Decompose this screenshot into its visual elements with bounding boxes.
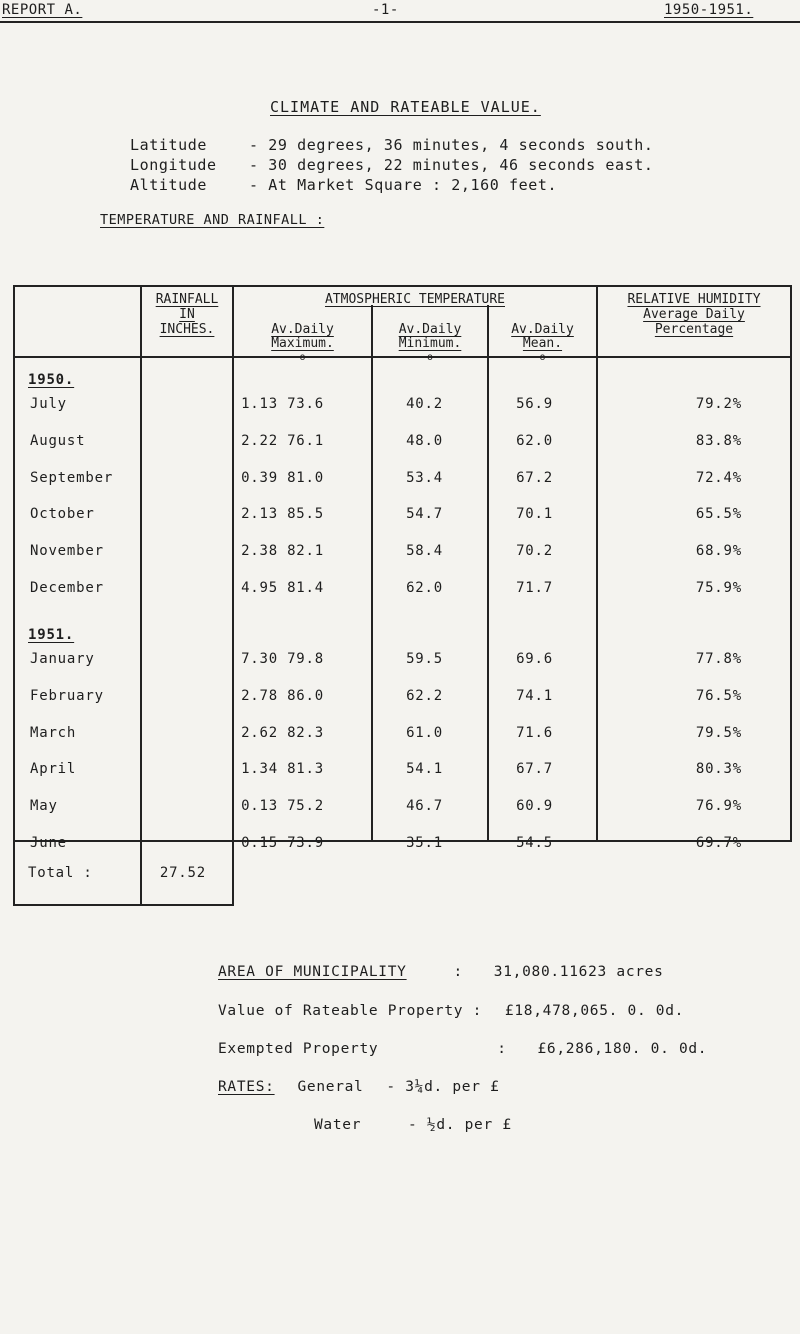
min-temp-cell: 40.2 [406, 396, 443, 412]
max-temp-cell: 73.6 [287, 396, 324, 412]
month-cell: May [30, 798, 58, 814]
max-temp-cell: 81.0 [287, 470, 324, 486]
humidity-cell: 77.8% [695, 651, 742, 667]
rateable-value: £18,478,065. 0. 0d. [504, 1003, 685, 1019]
max-temp-cell: 79.8 [287, 651, 324, 667]
rainfall-cell: 2.78 [241, 688, 278, 704]
rainfall-cell: 4.95 [241, 580, 278, 596]
min-temp-cell: 62.2 [406, 688, 443, 704]
longitude-value: - 30 degrees, 22 minutes, 46 seconds east. [249, 156, 654, 174]
min-header-1: Av.Daily [398, 322, 462, 337]
max-temp-cell: 73.9 [287, 835, 324, 851]
rainfall-cell: 2.22 [241, 433, 278, 449]
mean-header-2: Mean. [522, 336, 563, 351]
rainfall-cell: 0.39 [241, 470, 278, 486]
rainfall-cell: 2.13 [241, 506, 278, 522]
page-title: CLIMATE AND RATEABLE VALUE. [270, 98, 541, 116]
max-temp-cell: 82.3 [287, 725, 324, 741]
humidity-cell: 72.4% [695, 470, 742, 486]
mean-temp-cell: 67.7 [516, 761, 553, 777]
max-temp-cell: 81.4 [287, 580, 324, 596]
humidity-cell: 75.9% [695, 580, 742, 596]
mean-temp-cell: 70.1 [516, 506, 553, 522]
rates-general-line [218, 1079, 500, 1095]
report-label: REPORT A. [2, 2, 83, 18]
rainfall-cell: 0.13 [241, 798, 278, 814]
section-title: TEMPERATURE AND RAINFALL : [100, 212, 325, 228]
col-divider-hum [596, 285, 598, 842]
min-temp-cell: 48.0 [406, 433, 443, 449]
mean-degree: o [539, 352, 546, 363]
month-cell: June [30, 835, 67, 851]
exempted-label: Exempted Property [218, 1041, 379, 1057]
humidity-cell: 69.7% [695, 835, 742, 851]
rainfall-sub-in: IN [179, 307, 195, 322]
max-degree: o [299, 352, 306, 363]
mean-temp-cell: 67.2 [516, 470, 553, 486]
month-cell: November [30, 543, 104, 559]
header-rule [0, 21, 800, 23]
month-cell: August [30, 433, 86, 449]
exempted-colon: : [497, 1041, 507, 1057]
min-degree: o [426, 352, 434, 363]
longitude-line [130, 156, 654, 174]
humidity-cell: 65.5% [695, 506, 742, 522]
humidity-cell: 80.3% [695, 761, 742, 777]
humidity-cell: 83.8% [695, 433, 742, 449]
area-colon: : [453, 964, 463, 980]
month-cell: July [30, 396, 67, 412]
humidity-cell: 68.9% [695, 543, 742, 559]
water-value: - ½d. per £ [408, 1117, 512, 1133]
rateable-line [218, 1003, 684, 1019]
rates-label: RATES: [218, 1079, 275, 1095]
min-temp-cell: 62.0 [406, 580, 443, 596]
altitude-label: Altitude [130, 176, 208, 194]
month-cell: September [30, 470, 114, 486]
min-temp-cell: 35.1 [406, 835, 443, 851]
max-header-1: Av.Daily [271, 322, 334, 337]
month-cell: October [30, 506, 95, 522]
min-header-2: Minimum. [398, 336, 462, 351]
min-temp-cell: 58.4 [406, 543, 443, 559]
max-temp-cell: 75.2 [287, 798, 324, 814]
area-line [218, 964, 664, 980]
latitude-line [130, 136, 654, 154]
rainfall-cell: 1.34 [241, 761, 278, 777]
max-temp-cell: 76.1 [287, 433, 324, 449]
humidity-sub-2: Percentage [654, 322, 734, 337]
humidity-cell: 76.5% [695, 688, 742, 704]
altitude-value: - At Market Square : 2,160 feet. [249, 176, 558, 194]
month-cell: February [30, 688, 104, 704]
max-header-2: Maximum. [271, 336, 334, 351]
general-label: General [297, 1079, 364, 1095]
mean-temp-cell: 71.7 [516, 580, 553, 596]
table-top-border [13, 285, 792, 287]
mean-temp-cell: 56.9 [516, 396, 553, 412]
month-cell: March [30, 725, 77, 741]
mean-temp-cell: 69.6 [516, 651, 553, 667]
area-value: 31,080.11623 acres [493, 964, 664, 980]
month-cell: January [30, 651, 95, 667]
humidity-cell: 79.2% [695, 396, 742, 412]
longitude-label: Longitude [130, 156, 217, 174]
water-label: Water [314, 1117, 362, 1133]
total-label: Total : [28, 865, 93, 881]
mean-temp-cell: 62.0 [516, 433, 553, 449]
altitude-line [130, 176, 557, 194]
rainfall-sub-inches: INCHES. [159, 322, 215, 337]
mean-temp-cell: 71.6 [516, 725, 553, 741]
rainfall-cell: 7.30 [241, 651, 278, 667]
humidity-sub-1: Average Daily [643, 307, 745, 322]
year-label-1950: 1950. [28, 372, 75, 388]
total-value: 27.52 [159, 865, 206, 881]
total-bottom-border [13, 904, 233, 906]
exempted-value: £6,286,180. 0. 0d. [537, 1041, 708, 1057]
max-temp-cell: 85.5 [287, 506, 324, 522]
min-temp-cell: 53.4 [406, 470, 443, 486]
humidity-header: RELATIVE HUMIDITY [627, 292, 761, 307]
table-right-border [790, 285, 792, 842]
month-cell: December [30, 580, 104, 596]
mean-temp-cell: 74.1 [516, 688, 553, 704]
max-temp-cell: 86.0 [287, 688, 324, 704]
rainfall-cell: 0.15 [241, 835, 278, 851]
atmos-header: ATMOSPHERIC TEMPERATURE [324, 292, 505, 307]
exempted-line [218, 1041, 707, 1057]
general-value: - 3¼d. per £ [386, 1079, 500, 1095]
table-left-border [13, 285, 15, 906]
area-label: AREA OF MUNICIPALITY [218, 964, 407, 980]
min-temp-cell: 54.7 [406, 506, 443, 522]
rainfall-header: RAINFALL [155, 292, 219, 307]
rainfall-cell: 2.38 [241, 543, 278, 559]
report-year: 1950-1951. [664, 2, 754, 18]
min-temp-cell: 46.7 [406, 798, 443, 814]
humidity-cell: 76.9% [695, 798, 742, 814]
page-number: -1- [372, 2, 399, 18]
rateable-label: Value of Rateable Property : [218, 1003, 483, 1019]
max-temp-cell: 81.3 [287, 761, 324, 777]
max-temp-cell: 82.1 [287, 543, 324, 559]
month-cell: April [30, 761, 77, 777]
humidity-cell: 79.5% [695, 725, 742, 741]
mean-header-1: Av.Daily [511, 322, 574, 337]
latitude-value: - 29 degrees, 36 minutes, 4 seconds south. [249, 136, 654, 154]
latitude-label: Latitude [130, 136, 208, 154]
min-temp-cell: 61.0 [406, 725, 443, 741]
rates-water-line [314, 1117, 512, 1133]
year-label-1951: 1951. [28, 627, 75, 643]
mean-temp-cell: 54.5 [516, 835, 553, 851]
col-divider-rain [140, 285, 142, 906]
mean-temp-cell: 70.2 [516, 543, 553, 559]
min-temp-cell: 54.1 [406, 761, 443, 777]
min-temp-cell: 59.5 [406, 651, 443, 667]
rainfall-cell: 2.62 [241, 725, 278, 741]
mean-temp-cell: 60.9 [516, 798, 553, 814]
rainfall-cell: 1.13 [241, 396, 278, 412]
